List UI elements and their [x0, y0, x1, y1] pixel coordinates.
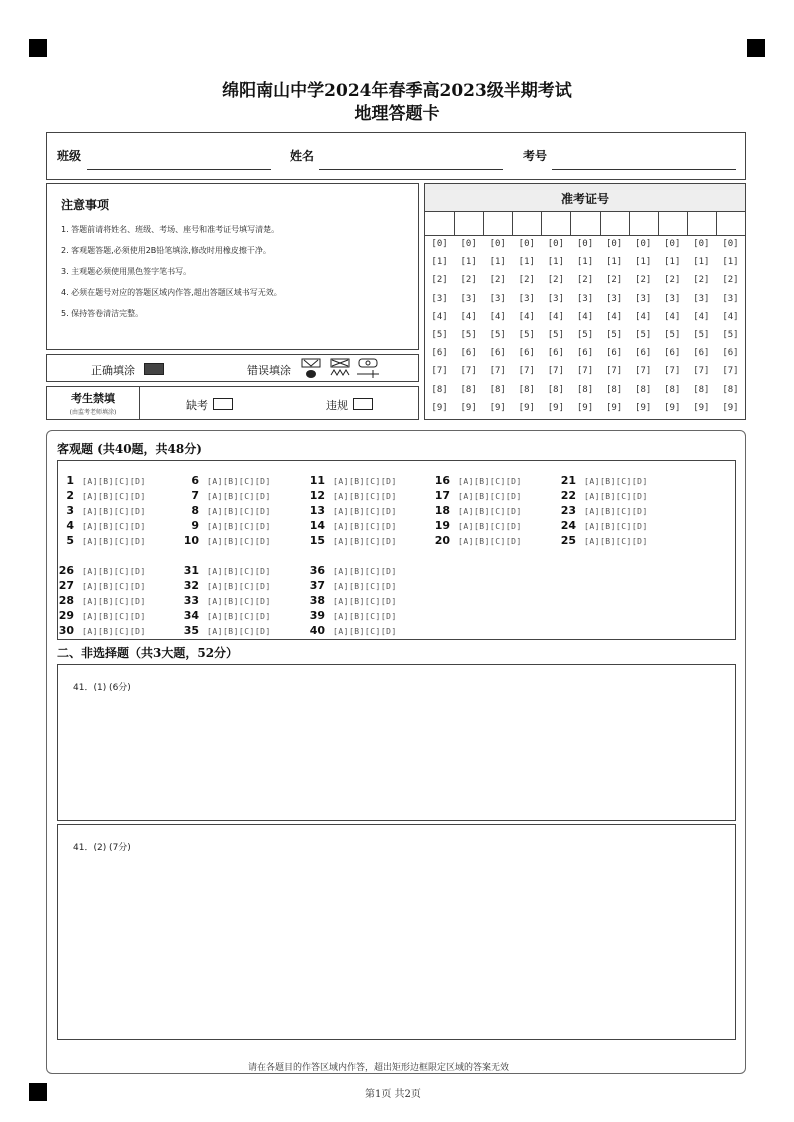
admission-digit-bubble[interactable]: [1] [518, 257, 535, 268]
name-label: 姓名 [290, 149, 315, 163]
admission-digit-bubble[interactable]: [8] [460, 384, 477, 395]
admission-title-bar [425, 184, 745, 212]
objective-question-22[interactable] [556, 484, 648, 502]
answer-options[interactable]: [A][B][C][D] [82, 612, 146, 621]
answer-options[interactable]: [A][B][C][D] [207, 612, 271, 621]
admission-digit-bubble[interactable]: [6] [489, 348, 506, 359]
admission-digit-write-cell[interactable] [600, 211, 629, 235]
admission-digit-bubble[interactable]: [8] [693, 384, 710, 395]
question-41-1-label: 41．(1) (6分) [73, 683, 131, 693]
question-number: 23 [560, 504, 576, 517]
admission-digit-bubble[interactable]: [1] [576, 257, 594, 268]
admission-digit-bubble[interactable]: [2] [518, 275, 535, 286]
exam-no-label: 考号 [523, 149, 548, 163]
admission-digit-bubble[interactable]: [8] [605, 384, 623, 395]
answer-options[interactable]: [A][B][C][D] [333, 522, 397, 531]
note-item: 3. 主观题必须使用黑色签字笔书写。 [61, 267, 192, 276]
admission-title: 准考证号 [560, 192, 609, 206]
admission-digit-write-cell[interactable] [483, 211, 512, 235]
proctor-title-cell [47, 387, 140, 419]
proctor-subtitle: (由监考老师填涂) [69, 409, 117, 416]
answer-box-41-1[interactable] [57, 664, 736, 821]
absent-label: 缺考 [186, 399, 208, 412]
objective-question-21[interactable] [556, 469, 648, 487]
violation-checkbox[interactable] [353, 398, 373, 410]
admission-digit-bubble[interactable]: [6] [460, 348, 477, 359]
admission-digit-bubble[interactable]: [0] [576, 239, 594, 249]
correct-fill-sample [144, 363, 164, 375]
footer-notice: 请在各题目的作答区域内作答，超出矩形边框限定区域的答案无效 [248, 1063, 510, 1073]
admission-digit-bubble[interactable]: [8] [518, 384, 535, 395]
note-item: 2. 客观题答题,必须使用2B铅笔填涂,修改时用橡皮擦干净。 [61, 246, 271, 255]
corner-mark-top-left [29, 39, 47, 57]
admission-digit-bubble[interactable]: [8] [576, 384, 594, 395]
answer-options[interactable]: [A][B][C][D] [584, 477, 648, 486]
admission-digit-bubble[interactable]: [1] [635, 257, 652, 268]
admission-digit-bubble[interactable]: [0] [664, 239, 681, 249]
admission-digit-bubble[interactable]: [2] [489, 275, 506, 286]
question-number: 37 [309, 579, 325, 592]
corner-mark-top-right [747, 39, 765, 57]
objective-question-7[interactable] [179, 484, 271, 502]
admission-digit-bubble[interactable]: [4] [576, 311, 594, 322]
question-number: 24 [560, 519, 576, 532]
question-number: 39 [309, 609, 325, 622]
question-number: 12 [309, 489, 325, 502]
question-number: 11 [309, 474, 325, 487]
admission-digit-bubble[interactable]: [3] [431, 293, 448, 304]
answer-options[interactable]: [A][B][C][D] [333, 597, 397, 606]
objective-question-26[interactable] [54, 559, 146, 577]
admission-digit-bubble[interactable]: [2] [576, 275, 594, 286]
admission-digit-bubble[interactable]: [5] [518, 330, 535, 340]
answer-options[interactable]: [A][B][C][D] [207, 582, 271, 591]
objective-answer-box [57, 460, 736, 640]
admission-digit-bubble[interactable]: [4] [431, 311, 448, 322]
objective-question-11[interactable] [305, 469, 397, 487]
answer-options[interactable]: [A][B][C][D] [82, 582, 146, 591]
answer-options[interactable]: [A][B][C][D] [584, 492, 648, 501]
admission-digit-bubble[interactable]: [3] [460, 293, 477, 304]
admission-digit-write-cell[interactable] [658, 211, 687, 235]
admission-digit-bubble[interactable]: [9] [518, 402, 535, 413]
admission-digit-bubble[interactable]: [9] [547, 402, 565, 413]
question-number: 2 [66, 489, 74, 502]
admission-digit-bubble[interactable]: [0] [547, 239, 565, 249]
objective-question-28[interactable] [54, 589, 146, 607]
answer-options[interactable]: [A][B][C][D] [207, 477, 271, 486]
objective-question-16[interactable] [430, 469, 522, 487]
question-number: 21 [560, 474, 576, 487]
admission-digit-bubble[interactable]: [1] [664, 257, 681, 268]
admission-digit-bubble[interactable]: [8] [489, 384, 506, 395]
admission-digit-bubble[interactable]: [1] [460, 257, 477, 268]
answer-options[interactable]: [A][B][C][D] [458, 477, 522, 486]
objective-question-18[interactable] [430, 499, 522, 517]
admission-digit-write-cell[interactable] [454, 211, 483, 235]
answer-options[interactable]: [A][B][C][D] [458, 522, 522, 531]
objective-title: 客观题 (共40题，共48分) [57, 442, 202, 456]
objective-question-30[interactable] [54, 619, 146, 637]
question-number: 6 [191, 474, 199, 487]
question-number: 22 [560, 489, 576, 502]
admission-number-box [424, 183, 746, 420]
question-number: 15 [309, 534, 325, 547]
admission-digit-bubble[interactable]: [4] [518, 311, 535, 322]
admission-digit-bubble[interactable]: [3] [693, 293, 710, 304]
objective-question-33[interactable] [179, 589, 271, 607]
objective-question-8[interactable] [179, 499, 271, 517]
admission-digit-bubble[interactable]: [8] [722, 384, 739, 395]
admission-digit-bubble[interactable]: [4] [489, 311, 506, 322]
admission-digit-bubble[interactable]: [4] [460, 311, 477, 322]
objective-question-23[interactable] [556, 499, 648, 517]
question-number: 4 [66, 519, 74, 532]
admission-digit-bubble[interactable]: [7] [722, 366, 739, 377]
objective-question-32[interactable] [179, 574, 271, 592]
admission-digit-bubble[interactable]: [7] [664, 366, 681, 377]
admission-digit-bubble[interactable]: [7] [635, 366, 652, 377]
admission-digit-bubble[interactable]: [6] [605, 348, 623, 359]
question-number: 19 [434, 519, 450, 532]
objective-question-20[interactable] [430, 529, 522, 547]
admission-digit-bubble[interactable]: [6] [547, 348, 565, 359]
objective-question-31[interactable] [179, 559, 271, 577]
admission-digit-bubble[interactable]: [6] [576, 348, 594, 359]
admission-digit-bubble[interactable]: [8] [547, 384, 565, 395]
admission-digit-bubble[interactable]: [0] [693, 239, 710, 249]
admission-digit-bubble[interactable]: [8] [664, 384, 681, 395]
admission-digit-bubble[interactable]: [6] [431, 348, 448, 359]
admission-digit-write-cell[interactable] [541, 211, 570, 235]
answer-options[interactable]: [A][B][C][D] [458, 492, 522, 501]
note-item: 4. 必须在题号对应的答题区域内作答,超出答题区域书写无效。 [61, 288, 282, 297]
question-number: 33 [183, 594, 199, 607]
admission-digit-bubble[interactable]: [3] [518, 293, 535, 304]
question-number: 35 [183, 624, 199, 637]
question-number: 29 [58, 609, 74, 622]
question-number: 40 [309, 624, 325, 637]
admission-digit-bubble[interactable]: [3] [489, 293, 506, 304]
answer-options[interactable]: [A][B][C][D] [458, 537, 522, 546]
admission-digit-bubble[interactable]: [0] [635, 239, 652, 249]
admission-digit-bubble[interactable]: [5] [431, 330, 448, 340]
violation-label: 违规 [326, 399, 348, 412]
question-number: 5 [66, 534, 74, 547]
admission-digit-bubble[interactable]: [6] [693, 348, 710, 359]
correct-fill-label: 正确填涂 [91, 364, 135, 377]
objective-question-38[interactable] [305, 589, 397, 607]
objective-question-15[interactable] [305, 529, 397, 547]
question-number: 7 [191, 489, 199, 502]
proctor-title: 考生禁填 [71, 392, 115, 405]
admission-digit-bubble[interactable]: [2] [693, 275, 710, 286]
objective-question-2[interactable] [54, 484, 146, 502]
answer-options[interactable]: [A][B][C][D] [82, 597, 146, 606]
question-number: 28 [58, 594, 74, 607]
objective-question-25[interactable] [556, 529, 648, 547]
admission-digit-bubble[interactable]: [7] [693, 366, 710, 377]
admission-digit-write-cell[interactable] [425, 211, 454, 235]
answer-options[interactable]: [A][B][C][D] [207, 537, 271, 546]
answer-options[interactable]: [A][B][C][D] [82, 567, 146, 576]
objective-question-24[interactable] [556, 514, 648, 532]
question-number: 18 [434, 504, 450, 517]
question-number: 27 [58, 579, 74, 592]
answer-options[interactable]: [A][B][C][D] [333, 612, 397, 621]
objective-question-9[interactable] [179, 514, 271, 532]
question-number: 3 [66, 504, 74, 517]
answer-box-41-2[interactable] [57, 824, 736, 1040]
admission-digit-bubble[interactable]: [9] [664, 402, 681, 413]
admission-digit-bubble[interactable]: [1] [547, 257, 565, 268]
admission-digit-bubble[interactable]: [8] [635, 384, 652, 395]
question-number: 26 [58, 564, 74, 577]
answer-options[interactable]: [A][B][C][D] [82, 537, 146, 546]
objective-question-10[interactable] [179, 529, 271, 547]
question-number: 31 [183, 564, 199, 577]
admission-digit-bubble[interactable]: [4] [605, 311, 623, 322]
objective-question-37[interactable] [305, 574, 397, 592]
objective-question-12[interactable] [305, 484, 397, 502]
question-number: 34 [183, 609, 199, 622]
admission-digit-bubble[interactable]: [9] [605, 402, 623, 413]
corner-mark-bottom-left [29, 1083, 47, 1101]
answer-options[interactable]: [A][B][C][D] [333, 582, 397, 591]
admission-digit-bubble[interactable]: [9] [489, 402, 506, 413]
notes-title: 注意事项 [61, 198, 110, 212]
admission-digit-bubble[interactable]: [9] [460, 402, 477, 413]
objective-question-4[interactable] [54, 514, 146, 532]
answer-options[interactable]: [A][B][C][D] [458, 507, 522, 516]
subjective-title: 二、非选择题（共3大题，52分） [57, 646, 239, 660]
admission-digit-bubble[interactable]: [2] [664, 275, 681, 286]
objective-question-17[interactable] [430, 484, 522, 502]
admission-digit-bubble[interactable]: [9] [635, 402, 652, 413]
admission-digit-write-cell[interactable] [629, 211, 658, 235]
admission-digit-bubble[interactable]: [5] [722, 330, 739, 340]
answer-options[interactable]: [A][B][C][D] [333, 492, 397, 501]
objective-question-35[interactable] [179, 619, 271, 637]
admission-digit-bubble[interactable]: [2] [635, 275, 652, 286]
answer-options[interactable]: [A][B][C][D] [584, 522, 648, 531]
admission-digit-bubble[interactable]: [5] [576, 330, 594, 340]
admission-digit-bubble[interactable]: [3] [605, 293, 623, 304]
objective-question-6[interactable] [179, 469, 271, 487]
admission-digit-bubble[interactable]: [5] [693, 330, 710, 340]
admission-digit-bubble[interactable]: [2] [431, 275, 448, 286]
name-field[interactable] [319, 169, 503, 170]
admission-digit-bubble[interactable]: [0] [722, 239, 739, 249]
admission-digit-bubble[interactable]: [1] [489, 257, 506, 268]
answer-options[interactable]: [A][B][C][D] [333, 567, 397, 576]
page-title: 绵阳南山中学2024年春季高2023级半期考试 [222, 81, 572, 101]
answer-options[interactable]: [A][B][C][D] [82, 627, 146, 636]
admission-digit-bubble[interactable]: [7] [489, 366, 506, 377]
admission-digit-bubble[interactable]: [0] [460, 239, 477, 249]
admission-digit-bubble[interactable]: [4] [693, 311, 710, 322]
objective-question-39[interactable] [305, 604, 397, 622]
wrong-fill-samples-icon [301, 358, 379, 380]
answer-options[interactable]: [A][B][C][D] [333, 477, 397, 486]
question-number: 1 [66, 474, 74, 487]
question-number: 17 [434, 489, 450, 502]
question-number: 32 [183, 579, 199, 592]
admission-digit-bubble[interactable]: [1] [722, 257, 739, 268]
question-number: 25 [560, 534, 576, 547]
question-number: 30 [58, 624, 74, 637]
admission-digit-write-cell[interactable] [570, 211, 599, 235]
notes-box [46, 183, 419, 350]
class-field[interactable] [87, 169, 271, 170]
admission-digit-bubble[interactable]: [1] [605, 257, 623, 268]
admission-digit-bubble[interactable]: [0] [431, 239, 448, 249]
answer-options[interactable]: [A][B][C][D] [207, 522, 271, 531]
admission-digit-bubble[interactable]: [5] [664, 330, 681, 340]
admission-digit-bubble[interactable]: [4] [547, 311, 565, 322]
admission-digit-bubble[interactable]: [7] [576, 366, 594, 377]
admission-digit-write-cell[interactable] [512, 211, 541, 235]
admission-digit-bubble[interactable]: [8] [431, 384, 448, 395]
admission-digit-bubble[interactable]: [6] [635, 348, 652, 359]
proctor-box [46, 386, 419, 420]
admission-digit-write-cell[interactable] [716, 211, 745, 235]
question-number: 38 [309, 594, 325, 607]
answer-options[interactable]: [A][B][C][D] [82, 507, 146, 516]
answer-options[interactable]: [A][B][C][D] [207, 597, 271, 606]
admission-digit-bubble[interactable]: [3] [664, 293, 681, 304]
admission-digit-bubble[interactable]: [9] [431, 402, 448, 413]
admission-digit-bubble[interactable]: [3] [547, 293, 565, 304]
admission-digit-bubble[interactable]: [7] [460, 366, 477, 377]
admission-digit-bubble[interactable]: [4] [664, 311, 681, 322]
answer-options[interactable]: [A][B][C][D] [82, 492, 146, 501]
admission-digit-bubble[interactable]: [3] [576, 293, 594, 304]
admission-digit-bubble[interactable]: [6] [518, 348, 535, 359]
admission-digit-bubble[interactable]: [2] [605, 275, 623, 286]
admission-digit-bubble[interactable]: [7] [547, 366, 565, 377]
answer-options[interactable]: [A][B][C][D] [333, 627, 397, 636]
admission-digit-bubble[interactable]: [6] [722, 348, 739, 359]
admission-digit-bubble[interactable]: [7] [431, 366, 448, 377]
admission-digit-bubble[interactable]: [6] [664, 348, 681, 359]
admission-digit-bubble[interactable]: [5] [489, 330, 506, 340]
note-item: 1. 答题前请将姓名、班级、考场、座号和准考证号填写清楚。 [61, 225, 280, 234]
admission-digit-bubble[interactable]: [9] [693, 402, 710, 413]
admission-digit-bubble[interactable]: [7] [605, 366, 623, 377]
objective-question-29[interactable] [54, 604, 146, 622]
question-number: 8 [191, 504, 199, 517]
question-41-2-label: 41．(2) (7分) [73, 843, 131, 853]
objective-question-27[interactable] [54, 574, 146, 592]
question-number: 13 [309, 504, 325, 517]
admission-bubble-grid [425, 235, 745, 419]
answer-options[interactable]: [A][B][C][D] [207, 492, 271, 501]
page-number: 第1页 共2页 [365, 1089, 421, 1100]
fill-example-box [46, 354, 419, 382]
answer-options[interactable]: [A][B][C][D] [584, 507, 648, 516]
question-number: 20 [434, 534, 450, 547]
admission-digit-bubble[interactable]: [5] [605, 330, 623, 340]
admission-digit-bubble[interactable]: [2] [460, 275, 477, 286]
admission-digit-bubble[interactable]: [3] [635, 293, 652, 304]
answer-options[interactable]: [A][B][C][D] [333, 507, 397, 516]
answer-options[interactable]: [A][B][C][D] [82, 522, 146, 531]
admission-write-row [425, 211, 745, 236]
admission-digit-bubble[interactable]: [1] [431, 257, 448, 268]
objective-question-36[interactable] [305, 559, 397, 577]
answer-options[interactable]: [A][B][C][D] [207, 567, 271, 576]
admission-digit-bubble[interactable]: [4] [635, 311, 652, 322]
admission-digit-bubble[interactable]: [7] [518, 366, 535, 377]
admission-digit-bubble[interactable]: [3] [722, 293, 739, 304]
admission-digit-write-cell[interactable] [687, 211, 716, 235]
question-number: 10 [183, 534, 199, 547]
question-number: 14 [309, 519, 325, 532]
objective-question-14[interactable] [305, 514, 397, 532]
answer-options[interactable]: [A][B][C][D] [207, 627, 271, 636]
absent-checkbox[interactable] [213, 398, 233, 410]
objective-question-3[interactable] [54, 499, 146, 517]
objective-question-13[interactable] [305, 499, 397, 517]
question-number: 16 [434, 474, 450, 487]
admission-digit-bubble[interactable]: [2] [722, 275, 739, 286]
admission-digit-bubble[interactable]: [2] [547, 275, 565, 286]
admission-digit-bubble[interactable]: [0] [518, 239, 535, 249]
admission-digit-bubble[interactable]: [0] [605, 239, 623, 249]
objective-question-5[interactable] [54, 529, 146, 547]
admission-digit-bubble[interactable]: [9] [576, 402, 594, 413]
admission-digit-bubble[interactable]: [5] [547, 330, 565, 340]
answer-options[interactable]: [A][B][C][D] [207, 507, 271, 516]
answer-options[interactable]: [A][B][C][D] [333, 537, 397, 546]
admission-digit-bubble[interactable]: [0] [489, 239, 506, 249]
admission-digit-bubble[interactable]: [1] [693, 257, 710, 268]
student-info-box [46, 132, 746, 180]
objective-question-19[interactable] [430, 514, 522, 532]
admission-digit-bubble[interactable]: [5] [460, 330, 477, 340]
answer-options[interactable]: [A][B][C][D] [584, 537, 648, 546]
question-number: 36 [309, 564, 325, 577]
question-number: 9 [191, 519, 199, 532]
objective-question-1[interactable] [54, 469, 146, 487]
note-item: 5. 保持答卷清洁完整。 [61, 309, 144, 318]
admission-digit-bubble[interactable]: [9] [722, 402, 739, 413]
exam-no-field[interactable] [552, 169, 736, 170]
page-subtitle: 地理答题卡 [354, 104, 440, 124]
wrong-fill-label: 错误填涂 [247, 364, 291, 377]
objective-question-34[interactable] [179, 604, 271, 622]
answer-options[interactable]: [A][B][C][D] [82, 477, 146, 486]
class-label: 班级 [57, 149, 82, 163]
admission-digit-bubble[interactable]: [4] [722, 311, 739, 322]
objective-question-40[interactable] [305, 619, 397, 637]
admission-digit-bubble[interactable]: [5] [635, 330, 652, 340]
